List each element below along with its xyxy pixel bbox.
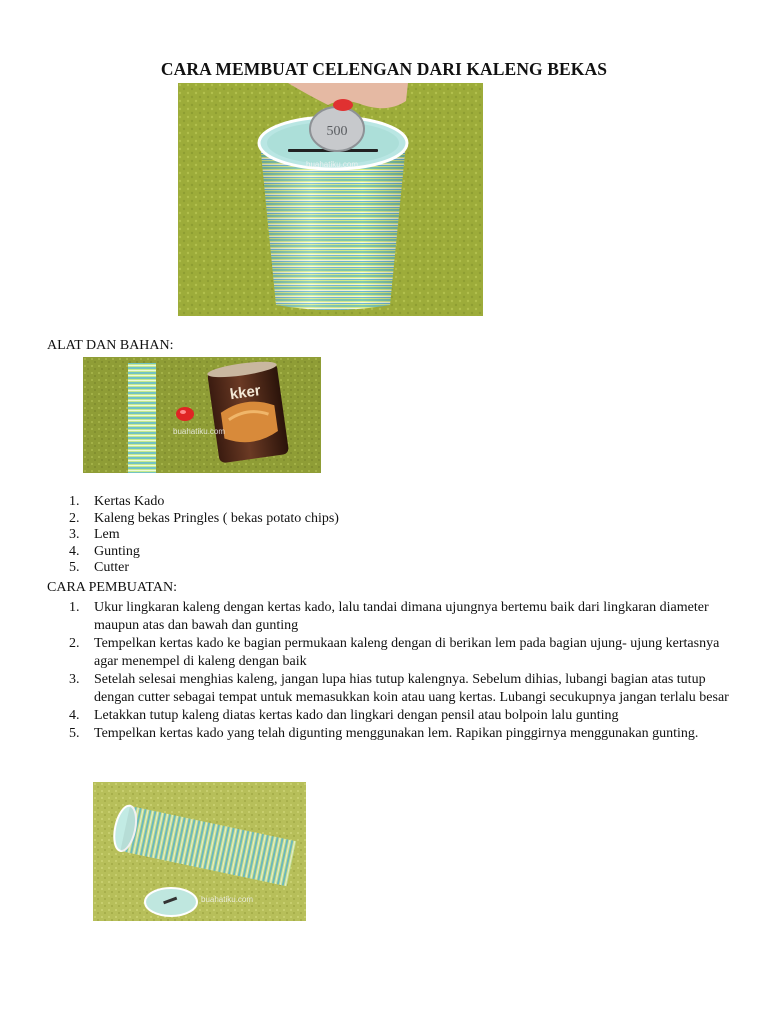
svg-text:500: 500: [326, 124, 348, 139]
list-item: 1. Kertas Kado: [69, 494, 165, 509]
result-photo: [93, 782, 306, 921]
steps-list: [69, 599, 734, 743]
svg-text:kker: kker: [228, 382, 262, 404]
list-item: 2. Kaleng bekas Pringles ( bekas potato chips): [69, 510, 339, 526]
list-item: 1. Ukur lingkaran kaleng dengan kertas kado, lalu tandai dimana ujungnya bertemu baik dari lingkaran diameter maupun atas dan bawah dan gunting: [69, 600, 709, 633]
list-item: 5. Tempelkan kertas kado yang telah digunting menggunakan lem. Rapikan pinggirnya menggunakan gunting.: [69, 726, 699, 741]
hero-photo: [178, 83, 483, 316]
list-item: 3. Setelah selesai menghias kaleng, jangan lupa hias tutup kalengnya. Sebelum dihias, lubangi bagian atas tutup dengan cutter sebagai tempat untuk memasukkan koin atau uang kertas. Lubangi secukupnya jangan terlalu besar: [69, 672, 729, 705]
materials-photo: [83, 357, 321, 473]
list-item: 5. Cutter: [69, 560, 129, 576]
steps-heading: CARA PEMBUATAN:: [47, 580, 177, 595]
list-item: 3. Lem: [69, 527, 120, 543]
list-item: 4. Letakkan tutup kaleng diatas kertas kado dan lingkari dengan pensil atau bolpoin lalu gunting: [69, 708, 619, 723]
list-item: 2. Tempelkan kertas kado ke bagian permukaan kaleng dengan di berikan lem pada bagian ujung- ujung kertasnya agar menempel di kaleng dengan baik: [69, 636, 720, 669]
svg-text:buahatiku.com: buahatiku.com: [201, 895, 254, 904]
fingernail: [333, 99, 353, 111]
list-item: 4. Gunting: [69, 543, 140, 559]
pringles-can: [207, 359, 290, 464]
wrapping-paper-roll: [128, 363, 156, 473]
svg-text:buahatiku.com: buahatiku.com: [306, 160, 359, 169]
page-title: CARA MEMBUAT CELENGAN DARI KALENG BEKAS: [160, 59, 608, 79]
tools-heading: ALAT DAN BAHAN:: [47, 338, 174, 353]
tools-list: [69, 494, 734, 577]
svg-text:buahatiku.com: buahatiku.com: [173, 427, 226, 436]
glue: [176, 407, 194, 421]
finished-lid: [145, 888, 197, 916]
